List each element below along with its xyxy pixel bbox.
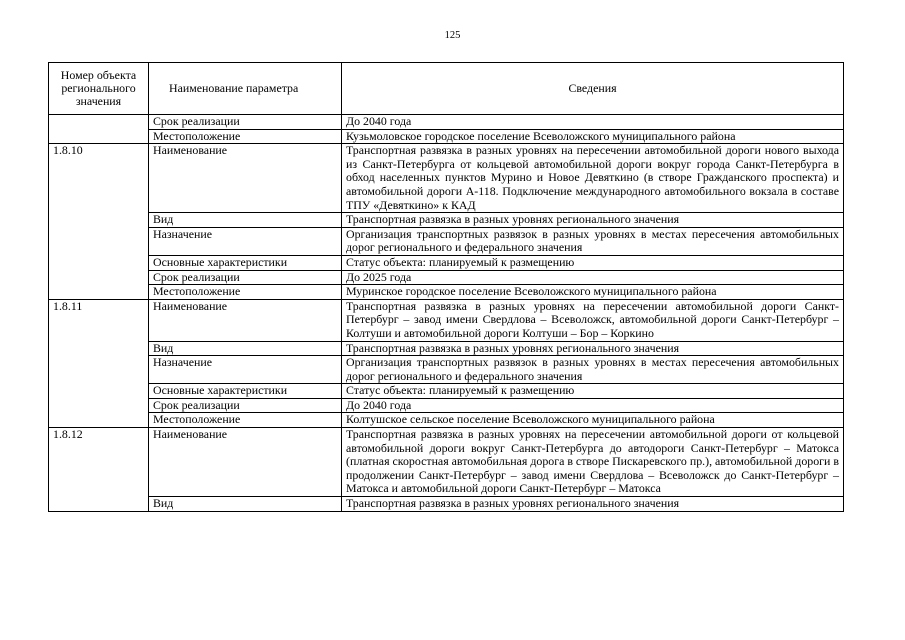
- details-cell: До 2040 года: [342, 398, 844, 413]
- table-row: [49, 129, 844, 144]
- parameter-cell: Вид: [149, 213, 342, 228]
- parameter-cell: Основные характеристики: [149, 255, 342, 270]
- parameter-cell: Срок реализации: [149, 398, 342, 413]
- table-row: [49, 341, 844, 356]
- table-row: [49, 227, 844, 255]
- table-header-row: [49, 63, 844, 115]
- parameter-cell: Срок реализации: [149, 270, 342, 285]
- details-cell: Муринское городское поселение Всеволожского муниципального района: [342, 285, 844, 300]
- object-number-cell: 1.8.12: [49, 428, 149, 512]
- table-row: [49, 115, 844, 130]
- parameter-cell: Основные характеристики: [149, 384, 342, 399]
- parameter-cell: Вид: [149, 341, 342, 356]
- parameter-cell: Назначение: [149, 227, 342, 255]
- page-number: 125: [444, 30, 461, 41]
- header-parameter: Наименование параметра: [149, 63, 342, 115]
- details-cell: До 2040 года: [342, 115, 844, 130]
- details-cell: Транспортная развязка в разных уровнях регионального значения: [342, 213, 844, 228]
- details-cell: Транспортная развязка в разных уровнях на пересечении автомобильной дороги нового выхода из Санкт-Петербурга от кольцевой автомобильной дороги вокруг города Санкт-Петербурга в обход населенных пунктов Мурино и Новое Девяткино (в створе Гражданского проспекта) и автомобильной дороги А-118. Подключение международного автомобильного вокзала в составе ТПУ «Девяткино» к КАД: [342, 144, 844, 213]
- table-row: [49, 356, 844, 384]
- header-object-number: Номер объекта регионального значения: [49, 63, 149, 115]
- details-cell: Кузьмоловское городское поселение Всеволожского муниципального района: [342, 129, 844, 144]
- details-cell: Транспортная развязка в разных уровнях на пересечении автомобильной дороги от кольцевой автомобильной дороги вокруг Санкт-Петербурга до автодороги Санкт-Петербург – Матокса (платная скоростная автомобильная дорога в створе Пискаревского пр.), автомобильной дороги в продолжении Санкт-Петербург – завод имени Свердлова – Всеволожск до Санкт-Петербург – Матокса и автомобильной дороги Санкт-Петербург – Матокса: [342, 428, 844, 497]
- parameter-cell: Наименование: [149, 144, 342, 213]
- table-row: [49, 213, 844, 228]
- parameter-cell: Местоположение: [149, 285, 342, 300]
- parameter-cell: Наименование: [149, 299, 342, 341]
- table-row: [49, 144, 844, 213]
- object-number-cell: 1.8.11: [49, 299, 149, 427]
- parameter-cell: Назначение: [149, 356, 342, 384]
- parameter-cell: Местоположение: [149, 129, 342, 144]
- table-row: [49, 384, 844, 399]
- parameter-cell: Срок реализации: [149, 115, 342, 130]
- details-cell: Колтушское сельское поселение Всеволожского муниципального района: [342, 413, 844, 428]
- details-cell: Статус объекта: планируемый к размещению: [342, 384, 844, 399]
- parameter-cell: Вид: [149, 497, 342, 512]
- table-row: [49, 299, 844, 341]
- region-objects-table: [48, 62, 844, 512]
- details-cell: До 2025 года: [342, 270, 844, 285]
- table-row: [49, 428, 844, 497]
- object-number-cell: [49, 115, 149, 144]
- parameter-cell: Местоположение: [149, 413, 342, 428]
- table-row: [49, 285, 844, 300]
- details-cell: Транспортная развязка в разных уровнях регионального значения: [342, 497, 844, 512]
- details-cell: Статус объекта: планируемый к размещению: [342, 255, 844, 270]
- table-row: [49, 255, 844, 270]
- table-row: [49, 497, 844, 512]
- details-cell: Организация транспортных развязок в разных уровнях в местах пересечения автомобильных дорог регионального и федерального значения: [342, 227, 844, 255]
- table-row: [49, 398, 844, 413]
- table-row: [49, 413, 844, 428]
- details-cell: Транспортная развязка в разных уровнях регионального значения: [342, 341, 844, 356]
- header-details: Сведения: [342, 63, 844, 115]
- parameter-cell: Наименование: [149, 428, 342, 497]
- details-cell: Транспортная развязка в разных уровнях на пересечении автомобильной дороги Санкт-Петербург – завод имени Свердлова – Всеволожск, автомобильной дороги Санкт-Петербург – Колтуши и автомобильной дороги Колтуши – Бор – Коркино: [342, 299, 844, 341]
- details-cell: Организация транспортных развязок в разных уровнях в местах пересечения автомобильных дорог регионального и федерального значения: [342, 356, 844, 384]
- object-number-cell: 1.8.10: [49, 144, 149, 300]
- table-row: [49, 270, 844, 285]
